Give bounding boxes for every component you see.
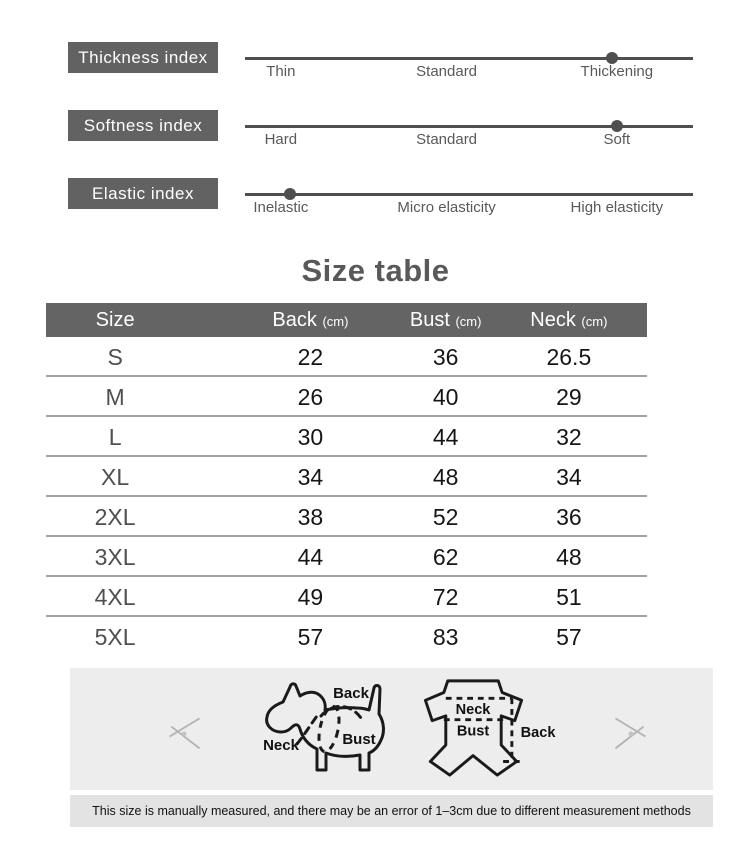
option-standard: Standard: [416, 131, 478, 148]
size-table: [46, 303, 647, 657]
elastic-index-label: Elastic index: [68, 178, 218, 209]
cell-neck: 36: [556, 504, 582, 530]
unit-label: (cm): [581, 314, 608, 329]
table-row-2xl: [46, 497, 647, 537]
cell-back: 30: [297, 424, 324, 450]
dog-measure-diagram: [255, 674, 395, 786]
cell-back: 38: [297, 504, 324, 530]
option-standard: Standard: [416, 63, 478, 80]
header-cell-back: Back (cm): [272, 309, 349, 331]
table-row-4xl: [46, 577, 647, 617]
garment-neck-label: Neck: [455, 701, 491, 718]
cell-size: 2XL: [94, 504, 136, 530]
garment-measure-diagram: [418, 676, 563, 778]
header-cell-bust: Bust (cm): [409, 309, 482, 331]
cell-bust: 36: [432, 344, 459, 370]
cell-size: 3XL: [94, 544, 136, 570]
dog-back-label: Back: [333, 685, 369, 702]
softness-options: [245, 131, 693, 151]
unit-label: (cm): [455, 314, 482, 329]
cell-back: 44: [297, 544, 324, 570]
cell-size: 4XL: [94, 584, 136, 610]
thickness-slider-track: [245, 57, 693, 60]
cell-size: 5XL: [94, 624, 136, 650]
table-row-m: [46, 377, 647, 417]
dog-bust-label: Bust: [342, 731, 376, 748]
table-row-xl: [46, 457, 647, 497]
cell-neck: 34: [556, 464, 582, 490]
cell-bust: 44: [432, 424, 459, 450]
option-soft: Soft: [603, 131, 631, 148]
carousel-next-icon[interactable]: [610, 712, 650, 752]
cell-bust: 83: [432, 624, 459, 650]
thickness-index-label: Thickness index: [68, 42, 218, 73]
elastic-slider-track: [245, 193, 693, 196]
cell-size: L: [108, 424, 122, 450]
cell-back: 49: [297, 584, 324, 610]
table-row-s: [46, 337, 647, 377]
table-row-3xl: [46, 537, 647, 577]
cell-neck: 32: [556, 424, 582, 450]
softness-slider-track: [245, 125, 693, 128]
cell-back: 26: [297, 384, 324, 410]
option-inelastic: Inelastic: [253, 199, 309, 216]
garment-back-label: Back: [520, 725, 556, 742]
cell-bust: 72: [432, 584, 459, 610]
dog-neck-label: Neck: [263, 737, 299, 754]
thickness-options: [245, 63, 693, 83]
cell-size: XL: [101, 464, 130, 490]
measurement-disclaimer: This size is manually measured, and there may be an error of 1–3cm due to different measurement methods: [70, 795, 713, 827]
cell-bust: 52: [432, 504, 459, 530]
table-row-l: [46, 417, 647, 457]
cell-back: 34: [297, 464, 324, 490]
header-cell-size: Size: [95, 309, 135, 331]
cell-back: 22: [297, 344, 324, 370]
cell-neck: 57: [556, 624, 582, 650]
option-hard: Hard: [264, 131, 298, 148]
option-thickening: Thickening: [580, 63, 654, 80]
softness-index-label: Softness index: [68, 110, 218, 141]
cell-size: M: [105, 384, 125, 410]
cell-neck: 48: [556, 544, 582, 570]
table-row-5xl: [46, 617, 647, 657]
option-micro-elasticity: Micro elasticity: [397, 199, 496, 216]
carousel-prev-icon[interactable]: [165, 712, 205, 752]
size-table-header: [46, 303, 647, 337]
option-thin: Thin: [266, 63, 296, 80]
cell-bust: 48: [432, 464, 459, 490]
cell-back: 57: [297, 624, 324, 650]
header-cell-neck: Neck (cm): [530, 309, 608, 331]
cell-size: S: [107, 344, 123, 370]
option-high-elasticity: High elasticity: [570, 199, 664, 216]
cell-neck: 26.5: [546, 344, 592, 370]
garment-bust-label: Bust: [456, 723, 490, 740]
elastic-options: [245, 199, 693, 219]
measure-guide-panel: [70, 668, 713, 790]
cell-neck: 51: [556, 584, 582, 610]
cell-bust: 40: [432, 384, 459, 410]
dog-bust-measure-line: [315, 705, 342, 754]
unit-label: (cm): [322, 314, 349, 329]
cell-bust: 62: [432, 544, 459, 570]
cell-neck: 29: [556, 384, 582, 410]
size-table-title: Size table: [301, 253, 450, 288]
